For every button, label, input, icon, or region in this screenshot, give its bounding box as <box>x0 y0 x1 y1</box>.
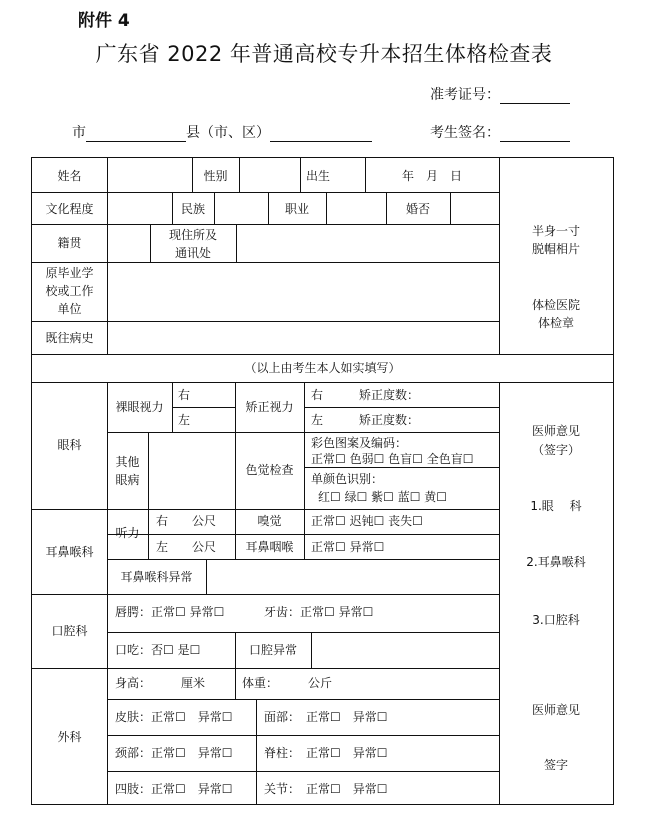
color-test-label: 色觉检查 <box>245 463 294 477</box>
list-eye: 1.眼 科 <box>530 499 582 513</box>
naked-vision-label: 裸眼视力 <box>115 400 164 414</box>
address-label-line2: 通讯处 <box>174 246 211 260</box>
corrected-vision-label: 矫正视力 <box>245 400 294 414</box>
surgery-section-label: 外科 <box>57 730 82 744</box>
limbs-options[interactable]: 四肢：正常☐ 异常☐ <box>115 782 233 796</box>
signature-row <box>430 122 570 142</box>
history-label: 既往病史 <box>45 331 94 345</box>
list-ent: 2.耳鼻喉科 <box>526 555 586 569</box>
county-label: 县（市、区） <box>186 125 270 141</box>
eye-section-label: 眼科 <box>57 438 82 452</box>
corrected-left[interactable]: 左 矫正度数： <box>311 413 420 427</box>
other-eye-label-line1: 其他 <box>115 455 140 469</box>
height-field[interactable]: 身高： 厘米 <box>115 676 206 690</box>
gender-label: 性别 <box>203 169 228 183</box>
naked-right-label: 右 <box>178 388 191 402</box>
exam-table <box>31 157 614 805</box>
self-fill-note: （以上由考生本人如实填写） <box>244 361 401 375</box>
city-label: 市 <box>72 125 86 141</box>
oral-section-label: 口腔科 <box>51 624 88 638</box>
ent-section-label: 耳鼻喉科 <box>45 545 94 559</box>
list-oral: 3.口腔科 <box>532 613 580 627</box>
skin-options[interactable]: 皮肤：正常☐ 异常☐ <box>115 710 233 724</box>
lips-options[interactable]: 唇腭：正常☐ 异常☐ <box>115 605 225 619</box>
surgery-doctor-opinion: 医师意见 <box>531 703 580 717</box>
name-label: 姓名 <box>57 169 82 183</box>
occupation-label: 职业 <box>284 202 309 216</box>
ethnicity-label: 民族 <box>180 202 205 216</box>
teeth-options[interactable]: 牙齿：正常☐ 异常☐ <box>264 605 374 619</box>
color-pattern-label: 彩色图案及编码： <box>311 436 408 450</box>
other-eye-label-line2: 眼病 <box>115 473 140 487</box>
doctor-opinion-label: 医师意见 <box>531 424 580 438</box>
signature-label: 考生签名： <box>430 125 500 141</box>
spine-options[interactable]: 脊柱： 正常☐ 异常☐ <box>264 746 388 760</box>
neck-options[interactable]: 颈部：正常☐ 异常☐ <box>115 746 233 760</box>
birth-date-field[interactable]: 年 月 日 <box>401 169 462 183</box>
ent-abnormal-label: 耳鼻喉科异常 <box>120 570 193 584</box>
exam-id-label: 准考证号： <box>430 87 500 103</box>
face-options[interactable]: 面部： 正常☐ 异常☐ <box>264 710 388 724</box>
color-pattern-options[interactable]: 正常☐ 色弱☐ 色盲☐ 全色盲☐ <box>311 452 474 466</box>
doctor-signature-label: （签字） <box>531 443 580 457</box>
school-label-line3: 单位 <box>57 302 82 316</box>
joints-options[interactable]: 关节： 正常☐ 异常☐ <box>264 782 388 796</box>
oral-abnormal-label: 口腔异常 <box>248 643 297 657</box>
mono-color-options[interactable]: 红☐ 绿☐ 紫☐ 蓝☐ 黄☐ <box>318 490 448 504</box>
candidate-signature-field[interactable] <box>500 126 570 142</box>
address-label-line1: 现住所及 <box>168 228 217 242</box>
school-label-line2: 校或工作 <box>45 284 94 298</box>
hearing-label: 听力 <box>115 526 140 540</box>
stutter-options[interactable]: 口吃：否☐ 是☐ <box>115 643 201 657</box>
city-field[interactable] <box>86 126 186 142</box>
attachment-label: 附件 4 <box>78 11 130 31</box>
hearing-left[interactable]: 左 公尺 <box>156 540 217 554</box>
stamp-label-line1: 体检医院 <box>531 298 580 312</box>
form-title: 广东省 2022 年普通高校专升本招生体格检查表 <box>95 42 553 66</box>
throat-label: 耳鼻咽喉 <box>245 540 294 554</box>
hearing-right[interactable]: 右 公尺 <box>156 514 217 528</box>
photo-label-line2: 脱帽相片 <box>531 242 580 256</box>
school-label-line1: 原毕业学 <box>45 266 94 280</box>
name-field[interactable] <box>121 168 191 184</box>
smell-label: 嗅觉 <box>257 514 282 528</box>
photo-label-line1: 半身一寸 <box>531 224 580 238</box>
weight-field[interactable]: 体重： 公斤 <box>242 676 333 690</box>
region-row <box>72 122 372 142</box>
naked-left-label: 左 <box>178 413 191 427</box>
native-place-label: 籍贯 <box>57 236 82 250</box>
county-field[interactable] <box>270 126 372 142</box>
exam-id-field[interactable] <box>500 88 570 104</box>
mono-color-label: 单颜色识别： <box>311 472 384 486</box>
education-label: 文化程度 <box>45 202 94 216</box>
smell-options[interactable]: 正常☐ 迟钝☐ 丧失☐ <box>311 514 423 528</box>
birth-label: 出生 <box>305 169 330 183</box>
stamp-label-line2: 体检章 <box>537 316 574 330</box>
corrected-right[interactable]: 右 矫正度数： <box>311 388 420 402</box>
surgery-signature-label: 签字 <box>543 758 568 772</box>
exam-id-row <box>430 84 570 104</box>
marital-label: 婚否 <box>405 202 430 216</box>
throat-options[interactable]: 正常☐ 异常☐ <box>311 540 385 554</box>
